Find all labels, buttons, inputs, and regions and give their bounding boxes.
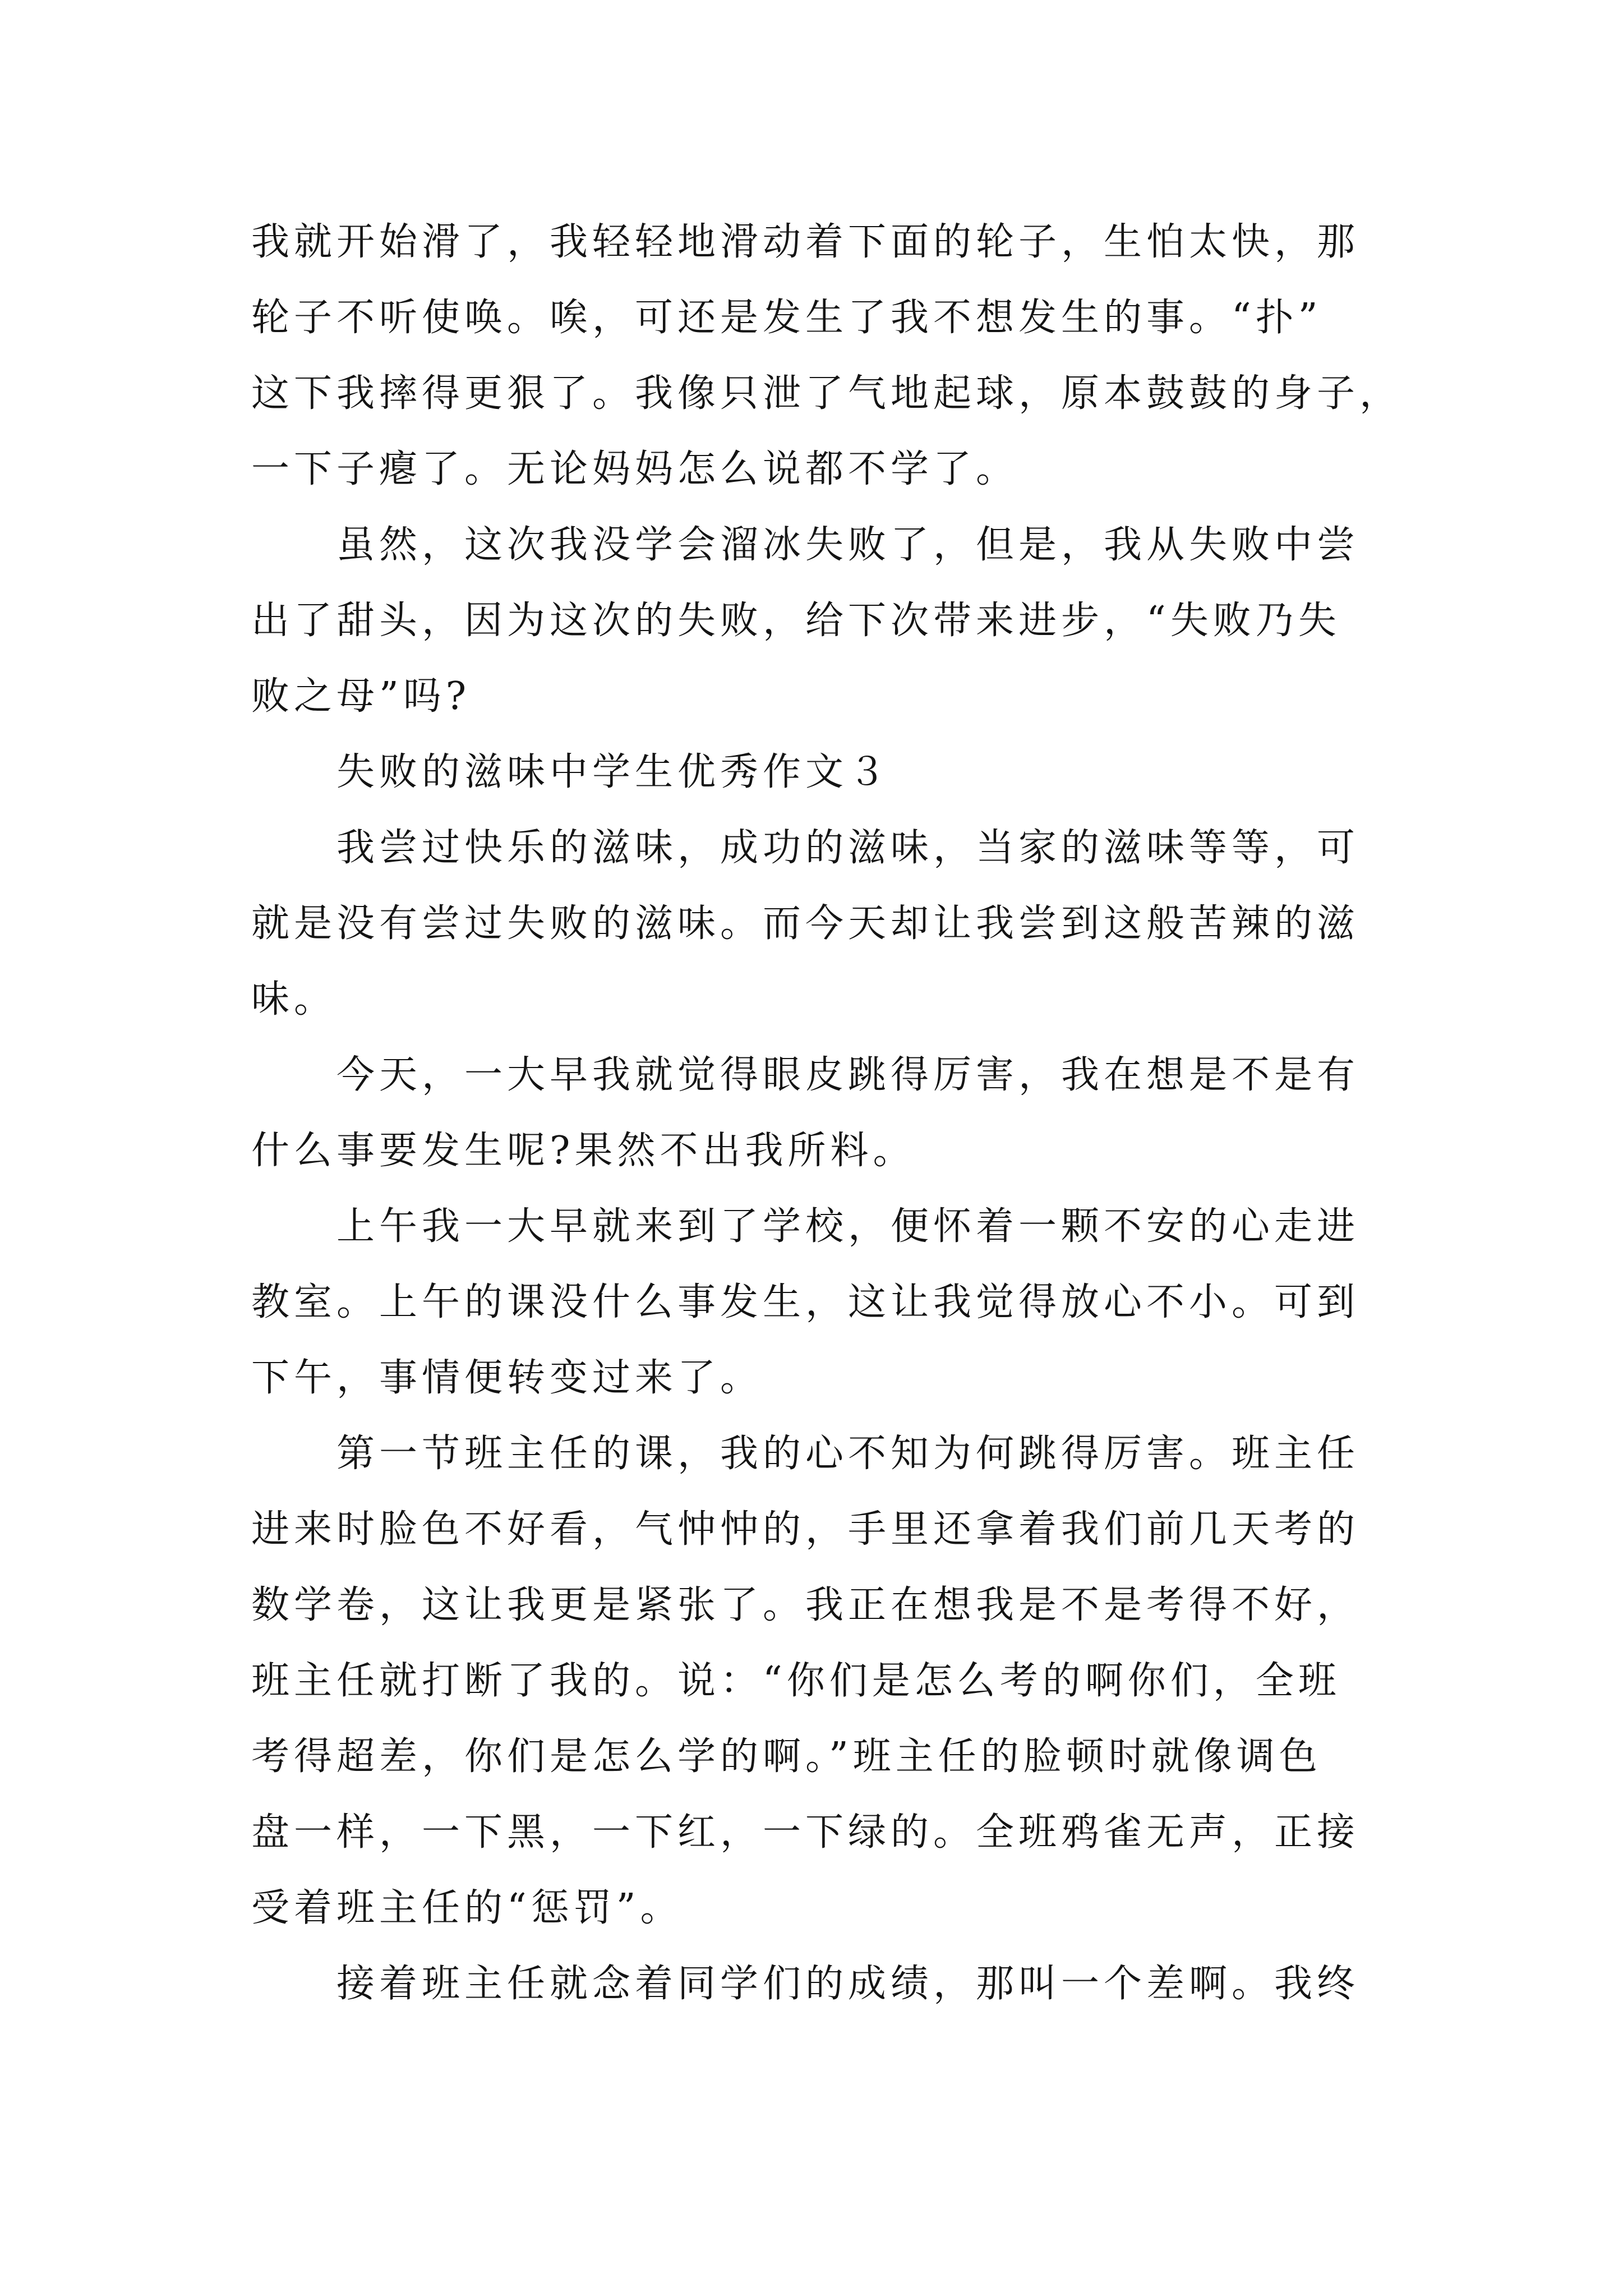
text-line: 我尝过快乐的滋味，成功的滋味，当家的滋味等等，可	[336, 826, 1360, 870]
text-line: 轮子不听使唤。唉，可还是发生了我不想发生的事。“扑”	[251, 296, 1322, 340]
text-line: 败之母”吗?	[251, 674, 471, 719]
text-line: 什么事要发生呢?果然不出我所料。	[251, 1129, 916, 1173]
text-line: 我就开始滑了，我轻轻地滑动着下面的轮子，生怕太快，那	[251, 220, 1360, 264]
text-line: 就是没有尝过失败的滋味。而今天却让我尝到这般苦辣的滋	[251, 901, 1360, 946]
text-line: 数学卷，这让我更是紧张了。我正在想我是不是考得不好，	[251, 1583, 1360, 1627]
text-line: 出了甜头，因为这次的失败，给下次带来进步，“失败乃失	[251, 599, 1341, 643]
text-line: 盘一样，一下黑，一下红，一下绿的。全班鸦雀无声，正接	[251, 1810, 1360, 1855]
text-line: 味。	[251, 977, 337, 1022]
text-line: 进来时脸色不好看，气忡忡的，手里还拿着我们前几天考的	[251, 1507, 1360, 1552]
text-line: 教室。上午的课没什么事发生，这让我觉得放心不小。可到	[251, 1280, 1360, 1324]
text-line: 班主任就打断了我的。说：“你们是怎么考的啊你们，全班	[251, 1659, 1341, 1703]
text-line: 虽然，这次我没学会溜冰失败了，但是，我从失败中尝	[336, 523, 1360, 567]
text-line: 接着班主任就念着同学们的成绩，那叫一个差啊。我终	[336, 1962, 1360, 2006]
text-line: 受着班主任的“惩罚”。	[251, 1886, 683, 1930]
text-line: 今天，一大早我就觉得眼皮跳得厉害，我在想是不是有	[336, 1053, 1360, 1097]
section-heading: 失败的滋味中学生优秀作文３	[336, 750, 891, 794]
text-line: 考得超差，你们是怎么学的啊。”班主任的脸顿时就像调色	[251, 1734, 1322, 1779]
text-line: 这下我摔得更狠了。我像只泄了气地起球，原本鼓鼓的身子，	[251, 371, 1403, 416]
text-line: 第一节班主任的课，我的心不知为何跳得厉害。班主任	[336, 1432, 1360, 1476]
text-line: 上午我一大早就来到了学校，便怀着一颗不安的心走进	[336, 1204, 1360, 1249]
text-line: 一下子瘪了。无论妈妈怎么说都不学了。	[251, 447, 1019, 491]
text-line: 下午，事情便转变过来了。	[251, 1356, 763, 1400]
